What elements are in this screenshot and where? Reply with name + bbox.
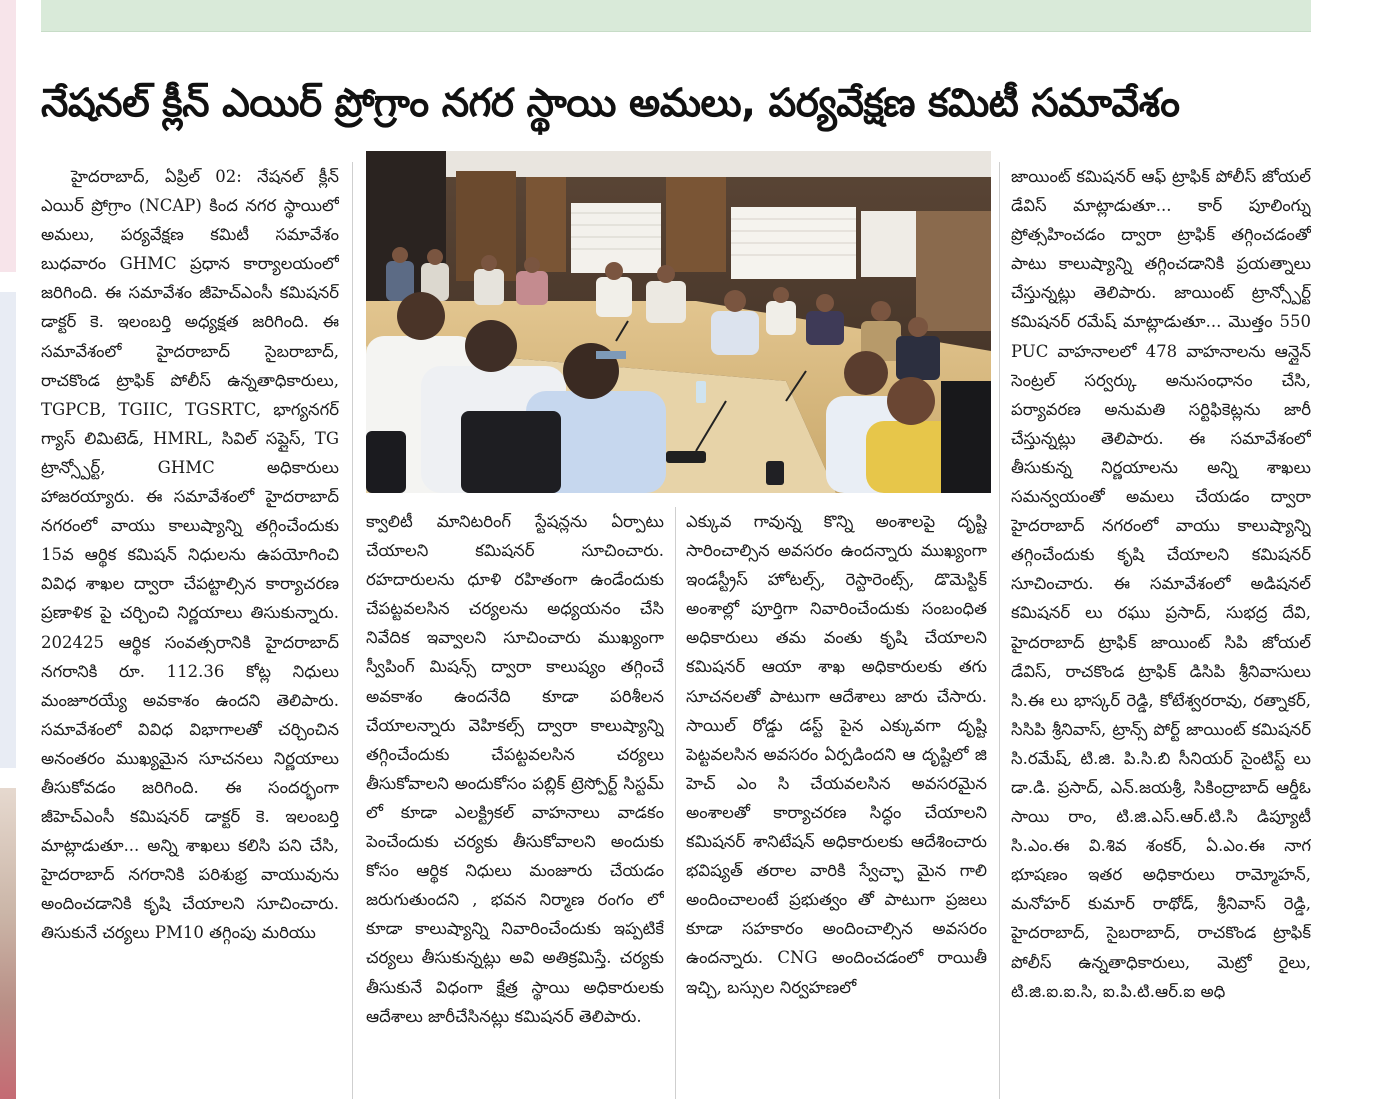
article-column-4: జాయింట్ కమిషనర్ ఆఫ్ ట్రాఫిక్ పోలీస్ జోయల్ డేవిస్ మాట్లాడుతూ... కార్ పూలింగ్ను ప్రోత్సహించడం ద్వారా ట్రాఫిక్ తగ్గించడంతో పాటు కాలుష్యాన్ని తగ్గించడానికి ప్రయత్నాలు చేస్తున్నట్లు తెలిపారు. జాయింట్ ట్రాన్స్పోర్ట్ కమిషనర్ రమేష్ మాట్లాడుతూ... మొత్తం 550 PUC వాహనాలలో 478 వాహనాలను ఆన్లైన్ సెంట్రల్ సర్వర్కు అనుసంధానం చేసి, పర్యావరణ అనుమతి సర్టిఫికెట్లను జారీ చేస్తున్నట్లు తెలిపారు. ఈ సమావేశంలో తీసుకున్న నిర్ణయాలను అన్ని శాఖలు సమన్వయంతో అమలు చేయడం ద్వారా హైదరాబాద్ నగరంలో వాయు కాలుష్యాన్ని తగ్గించేందుకు కృషి చేయాలని కమిషనర్ సూచించారు. ఈ సమావేశంలో అడిషనల్ కమిషనర్ లు రఘు ప్రసాద్, సుభద్ర దేవి, హైదరాబాద్ ట్రాఫిక్ జాయింట్ సిపి జోయల్ డేవిస్, రాచకొండ ట్రాఫిక్ డిసిపి శ్రీనివాసులు సి.ఈ లు భాస్కర్ రెడ్డి, కోటేశ్వరరావు, రత్నాకర్, సిసిపి శ్రీనివాస్, ట్రాన్స్ పోర్ట్ జాయింట్ కమిషనర్ సి.రమేష్, టి.జి. పి.సి.బి సీనియర్ సైంటిస్ట్ లు డా.డి. ప్రసాద్, ఎన్.జయశ్రీ, సికింద్రాబాద్ ఆర్డీఓ సాయి రాం, టి.జి.ఎస్.ఆర్.టి.సి డిప్యూటీ సి.ఎం.ఈ వి.శివ శంకర్, ఏ.ఎం.ఈ నాగ భూషణం ఇతర అధికారులు రామ్మోహన్, మనోహర్ కుమార్ రాథోడ్, శ్రీనివాస్ రెడ్డి, హైదరాబాద్, సైబరాబాద్, రాచకొండ ట్రాఫిక్ పోలీస్ ఉన్నతాధికారులు, మెట్రో రైలు, టి.జి.ఐ.ఐ.సి, ఐ.పి.టి.ఆర్.ఐ అధి bbox=[1011, 167, 1311, 1001]
page-edge-strip bbox=[0, 292, 16, 768]
article-column-2: క్వాలిటీ మానిటరింగ్ స్టేషన్లను ఏర్పాటు చేయాలని కమిషనర్ సూచించారు. రహదారులను ధూళి రహితంగా ఉండేందుకు చేపట్టవలసిన చర్యలను అధ్యయనం చేసి నివేదిక ఇవ్వాలని సూచించారు ముఖ్యంగా స్వీపింగ్ మిషన్స్ ద్వారా కాలుష్యం తగ్గించే అవకాశం ఉందనేది కూడా పరిశీలన చేయాలన్నారు వెహికల్స్ ద్వారా కాలుష్యాన్ని తగ్గించేందుకు చేపట్టవలసిన చర్యలు తీసుకోవాలని అందుకోసం పబ్లిక్ ట్రెస్పోర్ట్ సిస్టమ్ లో కూడా ఎలక్ట్రికల్ వాహనాలు వాడకం పెంచేందుకు చర్యకు తీసుకోవాలని అందుకు కోసం ఆర్థిక నిధులు మంజూరు చేయడం జరుగుతుందని , భవన నిర్మాణ రంగం లో కూడా కాలుష్యాన్ని నివారించేందుకు ఇప్పటికే చర్యలు తీసుకున్నట్లు అవి అతిక్రమిస్తే. చర్యకు తీసుకునే విధంగా క్షేత్ర స్థాయి అధికారులకు ఆదేశాలు జారీచేసినట్లు కమిషనర్ తెలిపారు. bbox=[366, 512, 664, 1026]
page-edge-strip bbox=[0, 788, 16, 1099]
column-divider bbox=[352, 162, 353, 1099]
article-headline: నేషనల్ క్లీన్ ఎయిర్ ప్రోగ్రాం నగర స్థాయి అమలు, పర్యవేక్షణ కమిటీ సమావేశం bbox=[41, 81, 1180, 126]
column-divider bbox=[999, 162, 1000, 1099]
article-column-1: హైదరాబాద్, ఏప్రిల్ 02: నేషనల్ క్లీన్ ఎయిర్ ప్రోగ్రాం (NCAP) కింద నగర స్థాయిలో అమలు, పర్యవేక్షణ కమిటీ సమావేశం బుధవారం GHMC ప్రధాన కార్యాలయంలో జరిగింది. ఈ సమావేశం జీహెచ్ఎంసీ కమిషనర్ డాక్టర్ కె. ఇలంబర్తి అధ్యక్షత జరిగింది. ఈ సమావేశంలో హైదరాబాద్ సైబరాబాద్, రాచకొండ ట్రాఫిక్ పోలీస్ ఉన్నతాధికారులు, TGPCB, TGIIC, TGSRTC, భాగ్యనగర్ గ్యాస్ లిమిటెడ్, HMRL, సివిల్ సప్లైస్, TG ట్రాన్స్పోర్ట్, GHMC అధికారులు హాజరయ్యారు. ఈ సమావేశంలో హైదరాబాద్ నగరంలో వాయు కాలుష్యాన్ని తగ్గించేందుకు 15వ ఆర్థిక కమిషన్ నిధులను ఉపయోగించి వివిధ శాఖల ద్వారా చేపట్టాల్సిన కార్యాచరణ ప్రణాళిక పై చర్చించి నిర్ణయాలు తిసుకున్నారు. 202425 ఆర్థిక సంవత్సరానికి హైదరాబాద్ నగరానికి రూ. 112.36 కోట్ల నిధులు మంజూరయ్యే అవకాశం ఉందని తెలిపారు. సమావేశంలో వివిధ విభాగాలతో చర్చించిన అనంతరం ముఖ్యమైన సూచనలు నిర్ణయాలు తీసుకోవడం జరిగింది. ఈ సందర్భంగా జీహెచ్ఎంసీ కమిషనర్ డాక్టర్ కె. ఇలంబర్తి మాట్లాడుతూ... అన్ని శాఖలు కలిసి పని చేసి, హైదరాబాద్ నగరానికి పరిశుభ్ర వాయువును అందించడానికి కృషి చేయాలని సూచించారు. తిసుకునే చర్యలు PM10 తగ్గింపు మరియు bbox=[41, 167, 339, 943]
article-column-3: ఎక్కువ గావున్న కొన్ని అంశాలపై దృష్టి సారించాల్సిన అవసరం ఉందన్నారు ముఖ్యంగా ఇండస్ట్రీస్ హోటల్స్, రెస్టారెంట్స్, డొమెస్టిక్ అంశాల్లో పూర్తిగా నివారించేందుకు సంబంధిత అధికారులు తమ వంతు కృషి చేయాలని కమిషనర్ ఆయా శాఖ అధికారులకు తగు సూచనలతో పాటుగా ఆదేశాలు జారు చేసారు. సాయిల్ రోడ్డు డస్ట్ పైన ఎక్కువగా దృష్టి పెట్టవలసిన అవసరం ఏర్పడిందని ఆ దృష్టిలో జి హెచ్ ఎం సి చేయవలసిన అవసరమైన అంశాలతో కార్యాచరణ సిద్ధం చేయాలని కమిషనర్ శానిటేషన్ అధికారులకు ఆదేశించారు భవిష్యత్ తరాల వారికి స్వేచ్ఛా మైన గాలి అందించాలంటే ప్రభుత్వం తో పాటుగా ప్రజలు కూడా సహకారం అందించాల్సిన అవసరం ఉందన్నారు. CNG అందించడంలో రాయితీ ఇచ్చి, బస్సుల నిర్వహణలో bbox=[686, 512, 987, 997]
meeting-photo bbox=[366, 151, 991, 493]
top-banner bbox=[41, 0, 1311, 32]
page-edge-strip bbox=[0, 0, 16, 272]
column-divider bbox=[675, 507, 676, 1099]
